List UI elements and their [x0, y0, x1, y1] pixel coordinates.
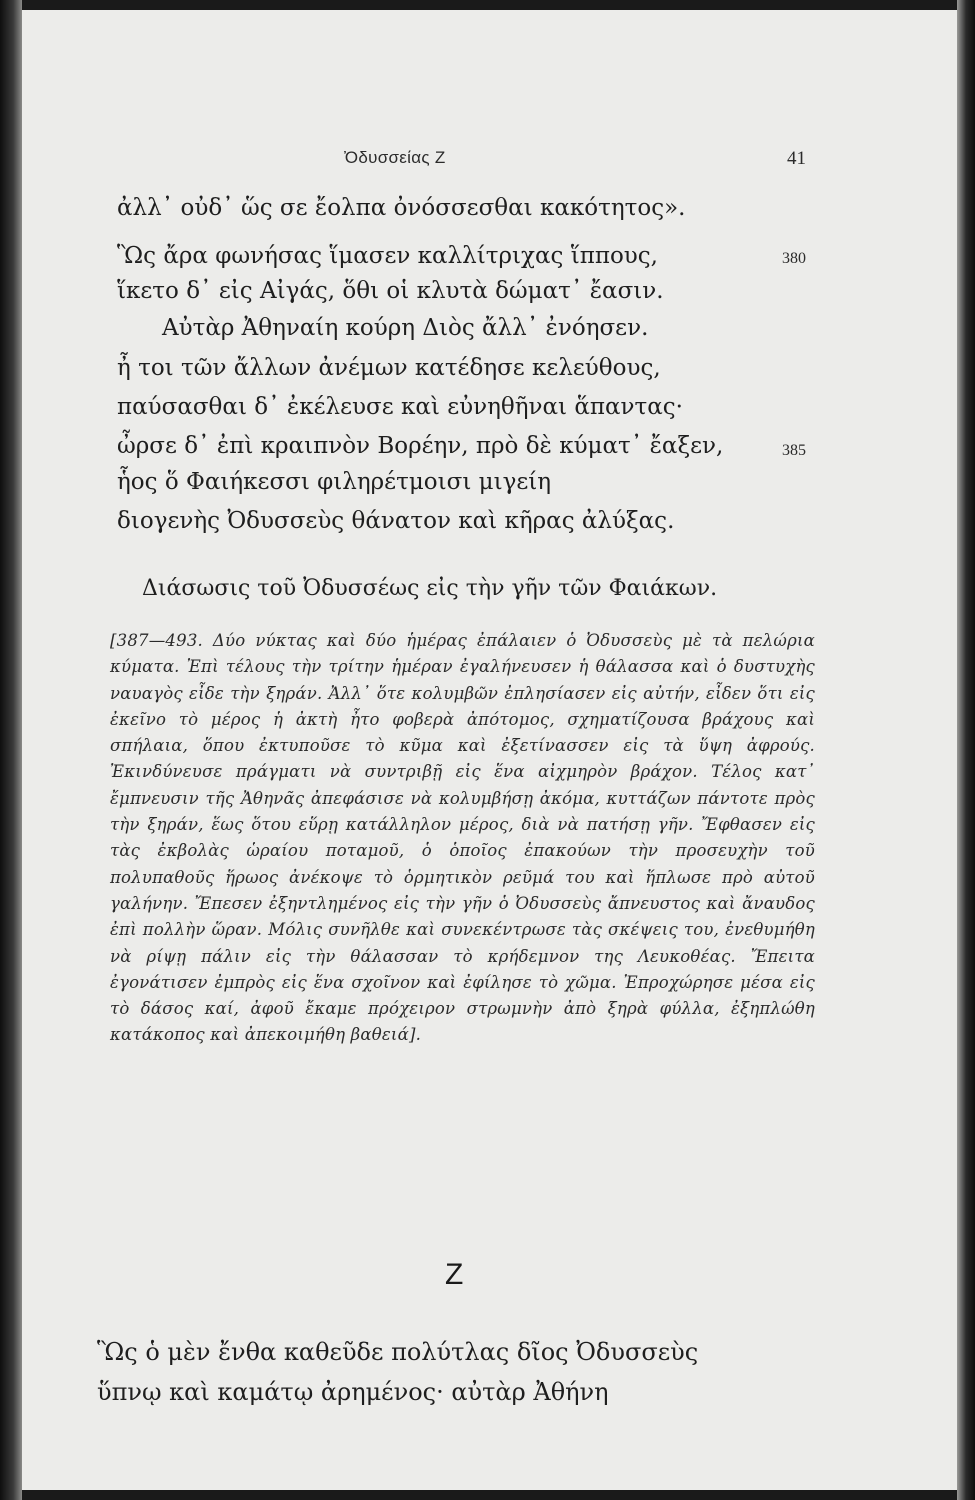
page-header: [22, 142, 957, 172]
page-number: 41: [787, 148, 806, 169]
book-verse-line: ὕπνῳ καὶ καμάτῳ ἀρημένος· αὐτὰρ Ἀθήνη: [97, 1378, 609, 1406]
book-edge-shadow: [957, 0, 975, 1500]
verse-line: Ὣς ἄρα φωνήσας ἵμασεν καλλίτριχας ἵππους,: [117, 243, 658, 269]
book-verse-line: Ὣς ὁ μὲν ἔνθα καθεῦδε πολύτλας δῖος Ὀδυσσεὺς: [97, 1338, 699, 1366]
verse-line: ὦρσε δ᾽ ἐπὶ κραιπνὸν Βορέην, πρὸ δὲ κύματ᾽ ἔαξεν,: [117, 433, 724, 459]
book-heading-letter: Ζ: [445, 1258, 464, 1291]
verse-line: διογενὴς Ὀδυσσεὺς θάνατον καὶ κῆρας ἀλύξας.: [117, 508, 675, 534]
line-number: 380: [782, 250, 806, 267]
prose-summary: [387—493. Δύο νύκτας καὶ δύο ἡμέρας ἐπάλαιεν ὁ Ὀδυσσεὺς μὲ τὰ πελώρια κύματα. Ἐπὶ τέλους τὴν τρίτην ἡμέραν ἐγαλήνευσεν ἡ θάλασσα καὶ ὁ δυστυχὴς ναυαγὸς εἶδε τὴν ξηράν. Ἀλλ᾽ ὅτε κολυμβῶν ἐπλησίασεν εἰς αὐτήν, εἶδεν ὅτι εἰς ἐκεῖνο τὸ μέρος ἡ ἀκτὴ ἦτο φοβερὰ ἀπότομος, σχηματίζουσα βράχους καὶ σπήλαια, ὅπου ἐκτυποῦσε τὸ κῦμα καὶ ἐξετίνασσεν εἰς τὰ ὕψη ἀφρούς. Ἐκινδύνευσε πράγματι νὰ συντριβῇ εἰς ἕνα αἰχμηρὸν βράχον. Τέλος κατ᾽ ἔμπνευσιν τῆς Ἀθηνᾶς ἀπεφάσισε νὰ κολυμβήσῃ ἀκόμα, κυττάζων πάντοτε πρὸς τὴν ξηράν, ἕως ὅτου εὕρῃ κατάλληλον μέρος, διὰ νὰ πατήσῃ γῆν. Ἔφθασεν εἰς τὰς ἐκβολὰς ὡραίου ποταμοῦ, ὁ ὁποῖος ἐπακούων τὴν προσευχὴν τοῦ πολυπαθοῦς ἥρωος ἀνέκοψε τὸ ὁρμητικὸν ρεῦμά του καὶ ἥπλωσε πρὸ αὐτοῦ γαλήνην. Ἔπεσεν ἐξηντλημένος εἰς τὴν γῆν ὁ Ὀδυσσεὺς ἄπνευστος καὶ ἄναυδος ἐπὶ πολλὴν ὥραν. Μόλις συνῆλθε καὶ συνεκέντρωσε τὰς σκέψεις του, ἐνεθυμήθη νὰ ρίψῃ πάλιν εἰς τὴν θάλασσαν τὸ κρήδεμνον της Λευκοθέας. Ἔπειτα ἐγονάτισεν ἐμπρὸς εἰς ἕνα σχοῖνον καὶ ἐφίλησε τὸ χῶμα. Ἐπροχώρησε μέσα εἰς τὸ δάσος καί, ἀφοῦ ἔκαμε πρόχειρον στρωμνὴν ἀπὸ ξηρὰ φύλλα, ἐξηπλώθη κατάκοπος καὶ ἀπεκοιμήθη βαθειά].: [110, 631, 815, 1045]
verse-line: παύσασθαι δ᾽ ἐκέλευσε καὶ εὐνηθῆναι ἅπαντας·: [117, 394, 683, 420]
line-number: 385: [782, 442, 806, 459]
book-page: [22, 10, 957, 1490]
verse-line: ἦ τοι τῶν ἄλλων ἀνέμων κατέδησε κελεύθους,: [117, 355, 661, 381]
verse-line: ἀλλ᾽ οὐδ᾽ ὥς σε ἔολπα ὀνόσσεσθαι κακότητος».: [117, 195, 686, 221]
running-title: Ὀδυσσείας Ζ: [344, 148, 446, 167]
book-gutter-shadow: [0, 0, 22, 1500]
verse-line: Αὐτὰρ Ἀθηναίη κούρη Διὸς ἄλλ᾽ ἐνόησεν.: [162, 315, 649, 341]
verse-line: ἵκετο δ᾽ εἰς Αἰγάς, ὅθι οἱ κλυτὰ δώματ᾽ ἔασιν.: [117, 278, 664, 304]
verse-line: ἧος ὅ Φαιήκεσσι φιληρέτμοισι μιγείη: [117, 469, 552, 495]
section-heading: Διάσωσις τοῦ Ὀδυσσέως εἰς τὴν γῆν τῶν Φαιάκων.: [142, 576, 718, 601]
